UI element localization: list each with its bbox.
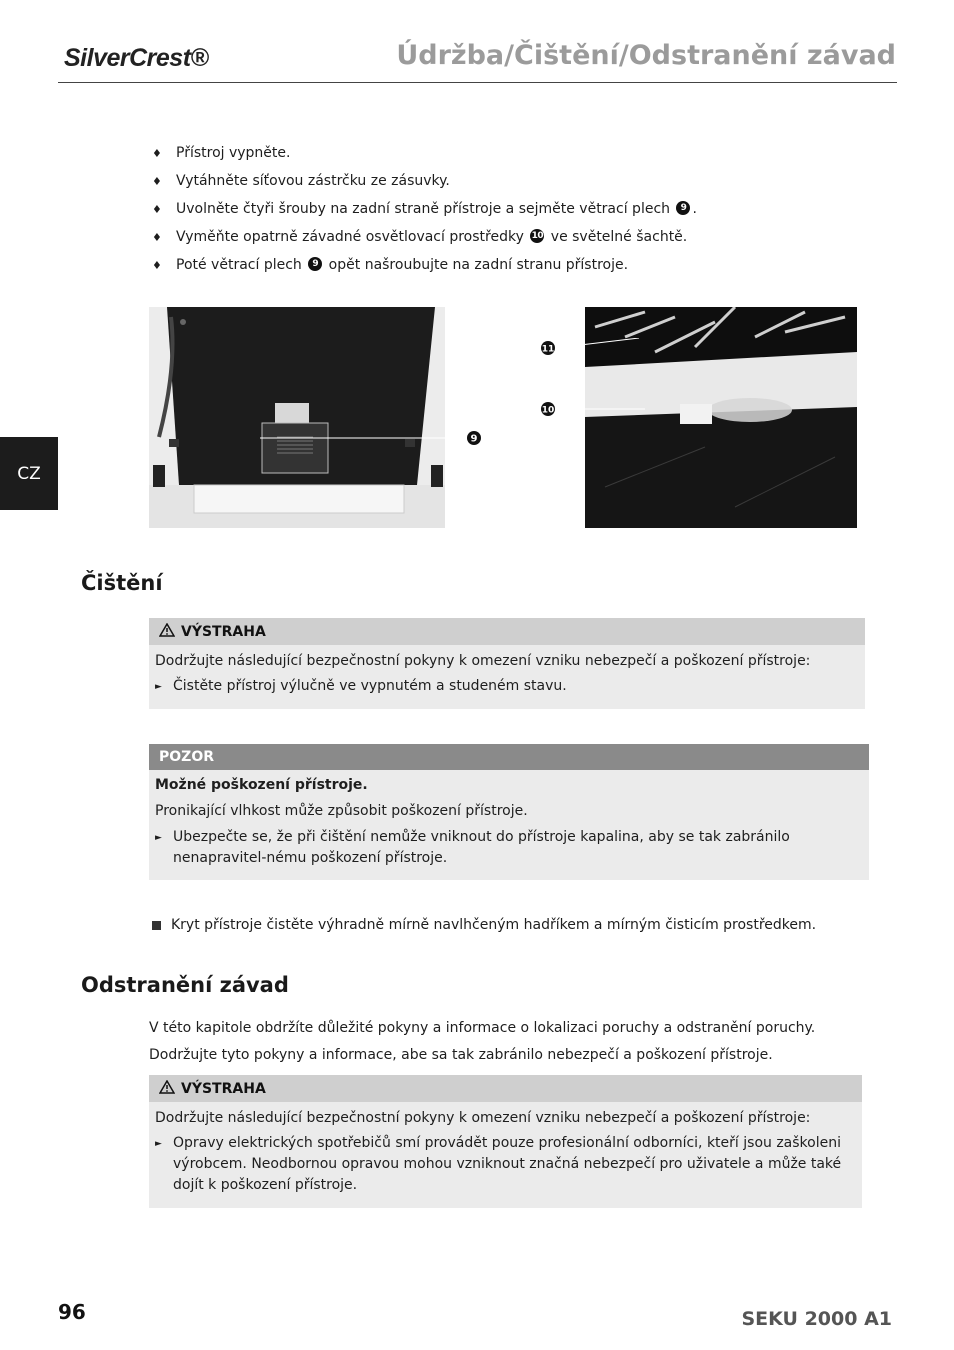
- troubleshooting-paragraph: Dodržujte tyto pokyny a informace, abe sa tak zabránilo nebezpečí a poškození přístroje.: [149, 1047, 773, 1063]
- step-text-after: .: [692, 201, 697, 217]
- caution-title: POZOR: [159, 749, 214, 765]
- caution-header: [149, 744, 869, 770]
- step-item: [152, 145, 697, 173]
- warning-item-text: Čistěte přístroj výlučně ve vypnutém a studeném stavu.: [173, 678, 567, 694]
- arrow-bullet-icon: ►: [155, 833, 162, 843]
- section-heading-troubleshooting: Odstranění závad: [81, 973, 289, 997]
- caution-box: [149, 744, 869, 880]
- caution-item-text: Ubezpečte se, že při čištění nemůže vniknout do přístroje kapalina, aby se tak zabránilo nenapravitel-nému poškození přístroje.: [173, 829, 790, 866]
- troubleshooting-paragraph: V této kapitole obdržíte důležité pokyny a informace o lokalizaci poruchy a odstranění poruchy.: [149, 1020, 816, 1036]
- step-text: Vytáhněte síťovou zástrčku ze zásuvky.: [176, 173, 450, 189]
- step-text-after: opět našroubujte na zadní stranu přístroje.: [324, 257, 629, 273]
- warning-header: [149, 618, 865, 645]
- page-title: Údržba/Čištění/Odstranění závad: [396, 40, 896, 71]
- step-text: Přístroj vypněte.: [176, 145, 291, 161]
- diamond-bullet-icon: ♦: [152, 231, 162, 244]
- model-name: SEKU 2000 A1: [741, 1308, 892, 1330]
- warning-item: [155, 676, 859, 698]
- warning-body: [149, 1102, 862, 1204]
- diamond-bullet-icon: ♦: [152, 203, 162, 216]
- step-text: Uvolněte čtyři šrouby na zadní straně přístroje a sejměte větrací plech: [176, 201, 671, 217]
- warning-title: VÝSTRAHA: [181, 623, 266, 640]
- language-tab-label: CZ: [17, 463, 41, 484]
- arrow-bullet-icon: ►: [155, 682, 162, 692]
- callout-label: 9: [470, 433, 478, 445]
- caution-line: Pronikající vlhkost může způsobit poškození přístroje.: [155, 803, 528, 819]
- warning-triangle-icon: [159, 623, 175, 641]
- step-list: [152, 145, 697, 285]
- appliance-back-photo: [149, 307, 445, 528]
- warning-triangle-icon: [159, 1080, 175, 1098]
- warning-item-text: Opravy elektrických spotřebičů smí provádět pouze profesionální odborníci, kteří jsou zaškoleni výrobcem. Neodbornou opravou mohou vzniknout značná nebezpečí pro uživatele a může také dojít k poškození přístroje.: [173, 1135, 842, 1193]
- step-text-after: ve světelné šachtě.: [546, 229, 688, 245]
- part-number-badge: 9: [308, 257, 322, 271]
- callout-line-9: [260, 420, 490, 450]
- step-item: [152, 257, 697, 285]
- language-tab: [0, 437, 58, 510]
- cleaning-note: [152, 917, 816, 933]
- step-item: [152, 201, 697, 229]
- step-item: [152, 229, 697, 257]
- header-divider: [58, 82, 897, 83]
- step-item: [152, 173, 697, 201]
- section-heading-cleaning: Čištění: [81, 571, 163, 595]
- warning-intro: Dodržujte následující bezpečnostní pokyny k omezení vzniku nebezpečí a poškození přístroje:: [155, 653, 811, 669]
- warning-box: [149, 1075, 862, 1208]
- caution-bold-line: Možné poškození přístroje.: [155, 777, 368, 793]
- warning-intro: Dodržujte následující bezpečnostní pokyny k omezení vzniku nebezpečí a poškození přístroje:: [155, 1110, 811, 1126]
- diamond-bullet-icon: ♦: [152, 147, 162, 160]
- part-number-badge: 10: [531, 231, 544, 241]
- warning-title: VÝSTRAHA: [181, 1080, 266, 1097]
- page-number: 96: [58, 1300, 86, 1324]
- warning-body: [149, 645, 865, 706]
- warning-item: [155, 1133, 856, 1196]
- callout-lines-right: [539, 338, 649, 418]
- diamond-bullet-icon: ♦: [152, 175, 162, 188]
- callout-label: 10: [541, 405, 555, 416]
- arrow-bullet-icon: ►: [155, 1139, 162, 1149]
- part-number-badge: 9: [676, 201, 690, 215]
- brand-logo: SilverCrest®: [64, 44, 209, 72]
- caution-body: [149, 770, 869, 877]
- warning-box: [149, 618, 865, 709]
- step-text: Poté větrací plech: [176, 257, 302, 273]
- diamond-bullet-icon: ♦: [152, 259, 162, 272]
- square-bullet-icon: [152, 921, 161, 930]
- cleaning-note-text: Kryt přístroje čistěte výhradně mírně navlhčeným hadříkem a mírným čisticím prostředkem.: [171, 917, 817, 933]
- step-text: Vyměňte opatrně závadné osvětlovací prostředky: [176, 229, 524, 245]
- warning-header: [149, 1075, 862, 1102]
- callout-label: 11: [541, 344, 555, 355]
- caution-item: [155, 827, 863, 869]
